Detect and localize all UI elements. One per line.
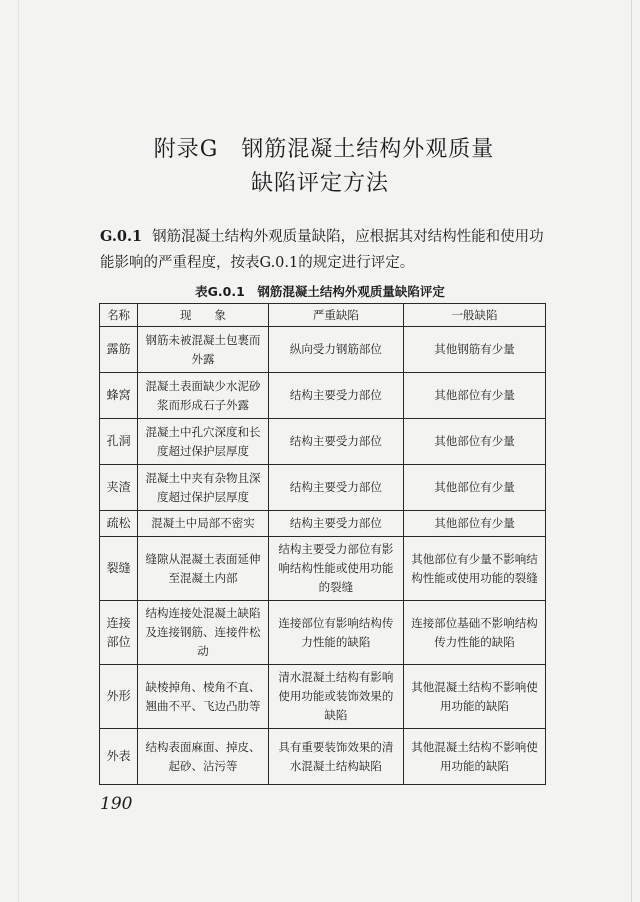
general-defect-cell: 其他部位有少量 — [404, 373, 546, 419]
table-row — [100, 511, 546, 537]
name-cell: 外形 — [100, 665, 138, 729]
serious-defect-cell: 连接部位有影响结构传力性能的缺陷 — [268, 601, 403, 665]
general-defect-cell: 其他部位有少量 — [404, 419, 546, 465]
header-phenomenon: 现 象 — [138, 304, 269, 327]
clause-paragraph — [100, 224, 548, 276]
table-body — [100, 327, 546, 785]
table-row — [100, 665, 546, 729]
phenomenon-cell: 缝隙从混凝土表面延伸至混凝土内部 — [138, 537, 269, 601]
phenomenon-cell: 混凝土中孔穴深度和长度超过保护层厚度 — [138, 419, 269, 465]
general-defect-cell: 其他部位有少量 — [404, 465, 546, 511]
serious-defect-cell: 结构主要受力部位 — [268, 373, 403, 419]
name-cell: 露筋 — [100, 327, 138, 373]
header-name: 名称 — [100, 304, 138, 327]
table-row — [100, 601, 546, 665]
name-cell: 夹渣 — [100, 465, 138, 511]
appendix-title-line-2: 缺陷评定方法 — [250, 171, 389, 196]
header-serious-defect: 严重缺陷 — [268, 304, 403, 327]
serious-defect-cell: 清水混凝土结构有影响使用功能或装饰效果的缺陷 — [268, 665, 403, 729]
table-header-row — [100, 304, 546, 327]
phenomenon-cell: 结构连接处混凝土缺陷及连接钢筋、连接件松动 — [138, 601, 269, 665]
page-number: 190 — [100, 794, 133, 814]
clause-text: 钢筋混凝土结构外观质量缺陷，应根据其对结构性能和使用功能影响的严重程度，按表G.0.1的规定进行评定。 — [100, 229, 544, 271]
general-defect-cell: 其他部位有少量不影响结构性能或使用功能的裂缝 — [404, 537, 546, 601]
table-row — [100, 327, 546, 373]
serious-defect-cell: 结构主要受力部位 — [268, 511, 403, 537]
serious-defect-cell: 纵向受力钢筋部位 — [268, 327, 403, 373]
general-defect-cell: 其他混凝土结构不影响使用功能的缺陷 — [404, 729, 546, 785]
phenomenon-cell: 结构表面麻面、掉皮、起砂、沾污等 — [138, 729, 269, 785]
table-row — [100, 537, 546, 601]
serious-defect-cell: 结构主要受力部位 — [268, 465, 403, 511]
name-cell: 连接部位 — [100, 601, 138, 665]
serious-defect-cell: 具有重要装饰效果的清水混凝土结构缺陷 — [268, 729, 403, 785]
table-row — [100, 465, 546, 511]
table-row — [100, 419, 546, 465]
general-defect-cell: 连接部位基础不影响结构传力性能的缺陷 — [404, 601, 546, 665]
general-defect-cell: 其他部位有少量 — [404, 511, 546, 537]
general-defect-cell: 其他混凝土结构不影响使用功能的缺陷 — [404, 665, 546, 729]
clause-number: G.0.1 — [100, 228, 143, 245]
table-row — [100, 373, 546, 419]
name-cell: 蜂窝 — [100, 373, 138, 419]
phenomenon-cell: 混凝土中局部不密实 — [138, 511, 269, 537]
phenomenon-cell: 混凝土中夹有杂物且深度超过保护层厚度 — [138, 465, 269, 511]
defect-assessment-table — [99, 303, 546, 785]
serious-defect-cell: 结构主要受力部位 — [268, 419, 403, 465]
serious-defect-cell: 结构主要受力部位有影响结构性能或使用功能的裂缝 — [268, 537, 403, 601]
name-cell: 孔洞 — [100, 419, 138, 465]
phenomenon-cell: 混凝土表面缺少水泥砂浆而形成石子外露 — [138, 373, 269, 419]
appendix-title-line-1: 附录G 钢筋混凝土结构外观质量 — [153, 137, 495, 162]
name-cell: 外表 — [100, 729, 138, 785]
table-caption: 表G.0.1 钢筋混凝土结构外观质量缺陷评定 — [195, 284, 445, 299]
header-general-defect: 一般缺陷 — [404, 304, 546, 327]
name-cell: 裂缝 — [100, 537, 138, 601]
general-defect-cell: 其他钢筋有少量 — [404, 327, 546, 373]
phenomenon-cell: 缺棱掉角、棱角不直、翘曲不平、飞边凸肋等 — [138, 665, 269, 729]
name-cell: 疏松 — [100, 511, 138, 537]
table-row — [100, 729, 546, 785]
phenomenon-cell: 钢筋未被混凝土包裹而外露 — [138, 327, 269, 373]
